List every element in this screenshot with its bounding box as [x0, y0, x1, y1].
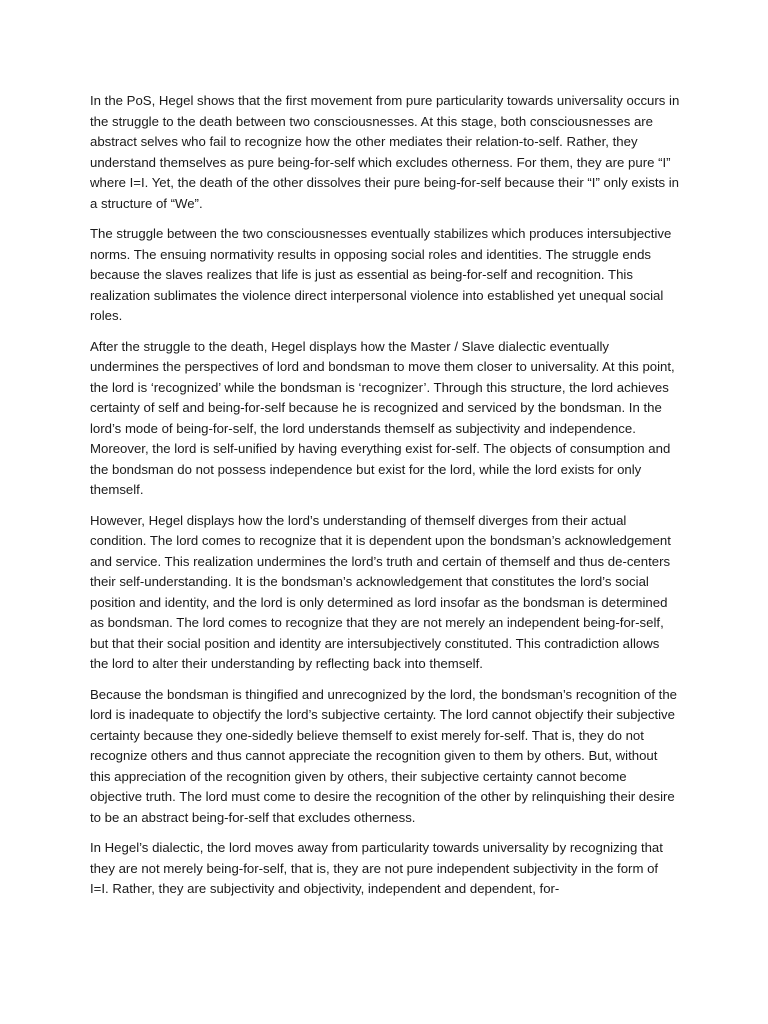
paragraph-6: In Hegel’s dialectic, the lord moves away from particularity towards universality by recognizing that they are not merely being-for-self, that is, they are not pure independent subjectivity in the form of I=I. Rather, they are subjectivity and objectivity, independent and dependent, for- [90, 840, 663, 896]
paragraph-3: After the struggle to the death, Hegel displays how the Master / Slave dialectic eventually undermines the perspectives of lord and bondsman to move them closer to universality. At this point, the lord is ‘recognized’ while the bondsman is ‘recognizer’. Through this structure, the lord achieves certainty of self and being-for-self because he is recognized and serviced by the bondsman. In the lord’s mode of being-for-self, the lord understands themself as subjectivity and independence. Moreover, the lord is self-unified by having everything exist for-self. The objects of consumption and the bondsman do not possess independence but exist for the lord, while the lord exists for only themself. [90, 338, 675, 497]
paragraph-5: Because the bondsman is thingified and unrecognized by the lord, the bondsman’s recognition of the lord is inadequate to objectify the lord’s subjective certainty. The lord cannot objectify their subjective certainty because they one-sidedly believe themself to exist merely for-self. That is, they do not recognize others and thus cannot appreciate the recognition given to them by others. But, without this appreciation of the recognition given by others, their subjective certainty cannot become objective truth. The lord must come to desire the recognition of the other by relinquishing their desire to be an abstract being-for-self that excludes otherness. [90, 686, 677, 825]
paragraph-1: In the PoS, Hegel shows that the first movement from pure particularity towards universality occurs in the struggle to the death between two consciousnesses. At this stage, both consciousnesses are abstract selves who fail to recognize how the other mediates their relation-to-self. Rather, they understand themselves as pure being-for-self which excludes otherness. For them, they are pure “I” where I=I. Yet, the death of the other dissolves their pure being-for-self because their “I” only exists in a structure of “We”. [90, 93, 680, 211]
paragraph-2: The struggle between the two consciousnesses eventually stabilizes which produces intersubjective norms. The ensuing normativity results in opposing social roles and identities. The struggle ends because the slaves realizes that life is just as essential as being-for-self and recognition. This realization sublimates the violence direct interpersonal violence into established yet unequal social roles. [90, 226, 672, 323]
paragraph-4: However, Hegel displays how the lord’s understanding of themself diverges from their actual condition. The lord comes to recognize that it is dependent upon the bondsman’s acknowledgement and service. This realization undermines the lord’s truth and certain of themself and thus de-centers their self-understanding. It is the bondsman’s acknowledgement that constitutes the lord’s social position and identity, and the lord is only determined as lord insofar as the bondsman is determined as bondsman. The lord comes to recognize that they are not merely an independent being-for-self, but that their social position and identity are intersubjectively constituted. This contradiction allows the lord to alter their understanding by reflecting back into themself. [90, 512, 671, 671]
